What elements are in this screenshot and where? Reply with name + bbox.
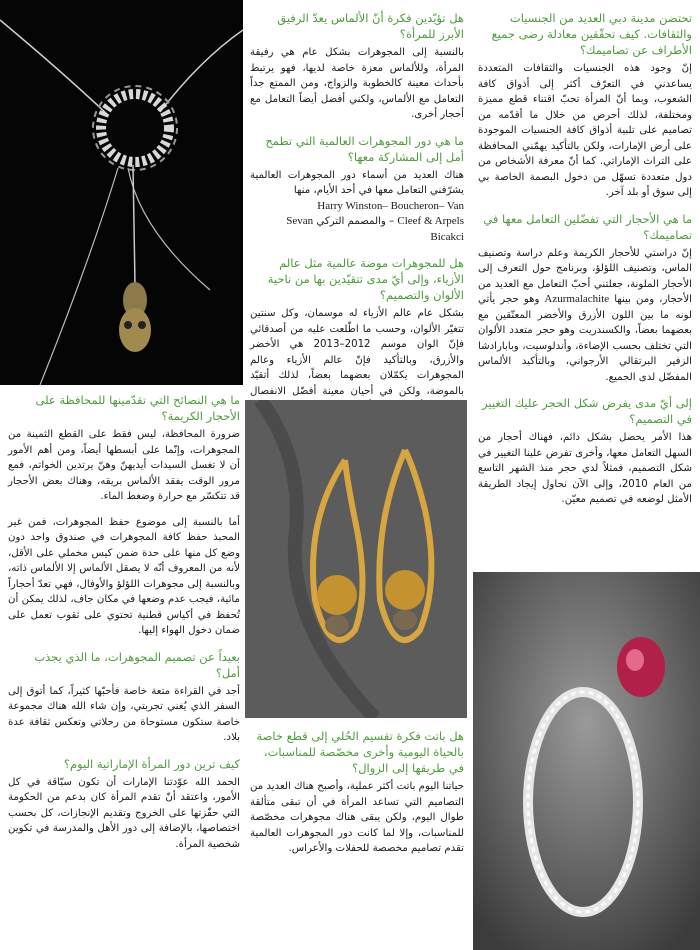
- answer-care-tips-storage: أما بالنسبة إلى موضوع حفظ المجوهرات، فمن غير المحبذ حفظ كافة المجوهرات في صندوق واحد دون وضع كل منها على حدة ضمن كيس مخملي على الأقل، لأنه من المعروف أنّه لا يصقل الألماس إلا الألماس ذاته، وبالنسبة إلى مجوهرات اللؤلؤ والأوفال، فهي تعدّ أحجاراً مائية، فيجب عدم وضعها في مكان جاف، لذلك يمكن أن تُحفظ في أكياس قطنية تحتوي على ثقوب تعمل على ضمان دخول الهواء إليها.: [8, 516, 240, 636]
- answer-jewelry-houses: هناك العديد من أسماء دور المجوهرات العالمية يشرّفني التعامل معها في أحد الأيام، منها Harry Winston– Boucheron– Van Cleef & Arpels – والمصمم التركي Sevan Bicakci: [250, 169, 464, 243]
- question-diamond-companion: هل تؤيّدين فكرة أنّ الألماس يعدّ الرفيق الأبرز للمرأة؟: [277, 11, 464, 41]
- question-favorite-stones: ما هي الأحجار التي تفضّلين التعامل معها في تصاميمك؟: [483, 211, 692, 242]
- ring-photo: [473, 572, 700, 950]
- question-stone-shape: إلى أيّ مدى يفرض شكل الحجر عليك التغيير في التصميم؟: [482, 396, 692, 426]
- middle-column: [250, 10, 464, 440]
- answer-stone-shape: هذا الأمر يحصل بشكل دائم، فهناك أحجار من السهل التعامل معها، وأخرى تفرض علينا التغيير في شكل التصميم، فمثلاً لدي حجر منذ الشهر التاسع من العام 2010، وإلى الآن نحاول إيجاد الطريقة الأمثل لوضعه في تصميم معيّن.: [478, 432, 693, 505]
- brand-names-line: Harry Winston– Boucheron– Van: [317, 199, 464, 212]
- question-fashion-trends: هل للمجوهرات موضة عالمية مثل عالم الأزياء، وإلى أيّ مدى تتقيّدين بها من ناحية الألوان والتصميم؟: [267, 256, 464, 302]
- answer-emirati-women: الحمد الله عوّدتنا الإمارات أن تكون سبّاقة في كل الأمور، واعتقد أنّ تقدم المرأة كان بدعم من الحكومة التي حفّزتها على الخروج وتقديم الإنجازات، كل بحسب اختصاصها، بالإضافة إلى دور الأهل والمدرسة في تكوين شخصية المرأة.: [8, 776, 240, 850]
- answer-favorite-stones: إنّ دراستي للأحجار الكريمة وعلم دراسة وتصنيف الماس، وتصنيف اللؤلؤ، وبرنامج حول التعرف إلى الأحجار الملونة، جعلتني أحبّ التعامل مع العديد من الأحجار، ومن بينها Azurmalachite وهو حجر يأتي لونه ما بين اللون الأزرق والأخضر المعتّقين مع بعضهما بعضاً، والكسندريت وهو حجر متعدد الألوان التي تختلف بحسب الإضاءة، وأندلوسيت، وبابارادشا الزفير البرتقالي الأرجواني، وبالتأكيد الألماس المفضّل لدى الجميع.: [478, 247, 692, 383]
- necklace-photo: [0, 0, 243, 385]
- question-emirati-women: كيف ترين دور المرأة الإماراتية اليوم؟: [63, 756, 240, 771]
- answer-diamond-companion: بالنسبة إلى المجوهرات بشكل عام هي رفيقة المرأة، وللألماس معزة خاصة لديها، فهو يرتبط بأحداث معينة كالخطوبة والزواج، ومن الممتع جداً التعامل مع الألماس، ولكني أفضل أيضاً التعامل مع أحجار أخرى.: [250, 47, 464, 120]
- right-column: [478, 10, 692, 518]
- question-care-tips: ما هي النصائح التي تقدّمينها للمحافظة على الأحجار الكريمة؟: [35, 393, 240, 423]
- middle-column-bottom: [250, 728, 464, 867]
- left-column: [8, 392, 240, 862]
- question-jewelry-houses: ما هي دور المجوهرات العالمية التي تطمح أمل إلى المشاركة معها؟: [265, 133, 464, 164]
- answer-everyday-jewelry: حياتنا اليوم باتت أكثر عملية، وأصبح هناك العديد من التصاميم التي تساعد المرأة في أن تبقى متألقة طوال اليوم، ولكن يبقى هناك مجوهرات مخصّصة للمناسبات، وإلا لما كانت دور المجوهرات العالمية تقدم تصاميم مخصصة للحفلات والأعراس.: [250, 781, 464, 854]
- answer-interests: أجد في القراءة متعة خاصة فأحبّها كثيراً، كما أتوق إلى السفر الذي يُغني تجربتي، وإن شاء الله هناك مجموعة خاصة ستكون مستوحاة من رحلاتي وتعكس ثقافة عدة بلاد.: [8, 685, 240, 743]
- earrings-photo: [245, 400, 467, 718]
- question-dubai-nationalities: تحتضن مدينة دبي العديد من الجنسيات والثقافات. كيف تحقّقين معادلة رضى جميع الأطراف عن تصاميمك؟: [491, 11, 692, 57]
- answer-fashion-trends: بشكل عام عالم الأزياء له موسمان، وكل سنتين تتغيّر الألوان، وحسب ما اطّلعت عليه من أصدقائي فإنّ الوان موسم 2012–2013 هي الأخضر والأزرق، وبالتأكيد فإنّ عالم الأزياء وعالم المجوهرات يكمّلان بعضهما بعضاً، لذلك أتقيّد بالموضة، ولكن في أحيان معينة أفضّل الانفصال: [250, 308, 465, 397]
- answer-care-tips: ضرورة المحافظة، ليس فقط على القطع الثمينة من المجوهرات، وإنّما على أبسطها أيضاً، ومن أهم الأمور أن لا تغسل السيدات أيديهنّ وهنّ يرتدين الخواتم، فمع مرور الوقت يفقد الألماس بريقه، وهناك بعض الأحجار قد تتكسّر مع حرارة وضغط الماء.: [8, 429, 240, 502]
- question-everyday-jewelry: هل باتت فكرة تقسيم الحُلي إلى قطع خاصة بالحياة اليومية وأخرى مخصّصة للمناسبات، في طريقها إلى الزوال؟: [256, 729, 464, 775]
- question-interests: بعيداً عن تصميم المجوهرات، ما الذي يجذب أمل؟: [34, 649, 240, 680]
- answer-dubai-nationalities: إنّ وجود هذه الجنسيات والثقافات المتعددة يساعدني في التعرّف أكثر إلى أذواق كافة الشعوب، وبما أنّ المرأة تحبّ اقتناء قطع مميزة ومختلفة، لذلك أحرص من خلال ما أقدّمه من تصاميم على تلبية أذواق كافة الجنسيات الموجودة على أرض الإمارات، ولكن بالتأكيد يهمّني المحافظة على التراث الإماراتي. كما أنّ معرفة الأشخاص من دول متعددة تسهّل من دخول البصمة الخاصة بي إلى سوق أو بلد آخر.: [478, 63, 692, 198]
